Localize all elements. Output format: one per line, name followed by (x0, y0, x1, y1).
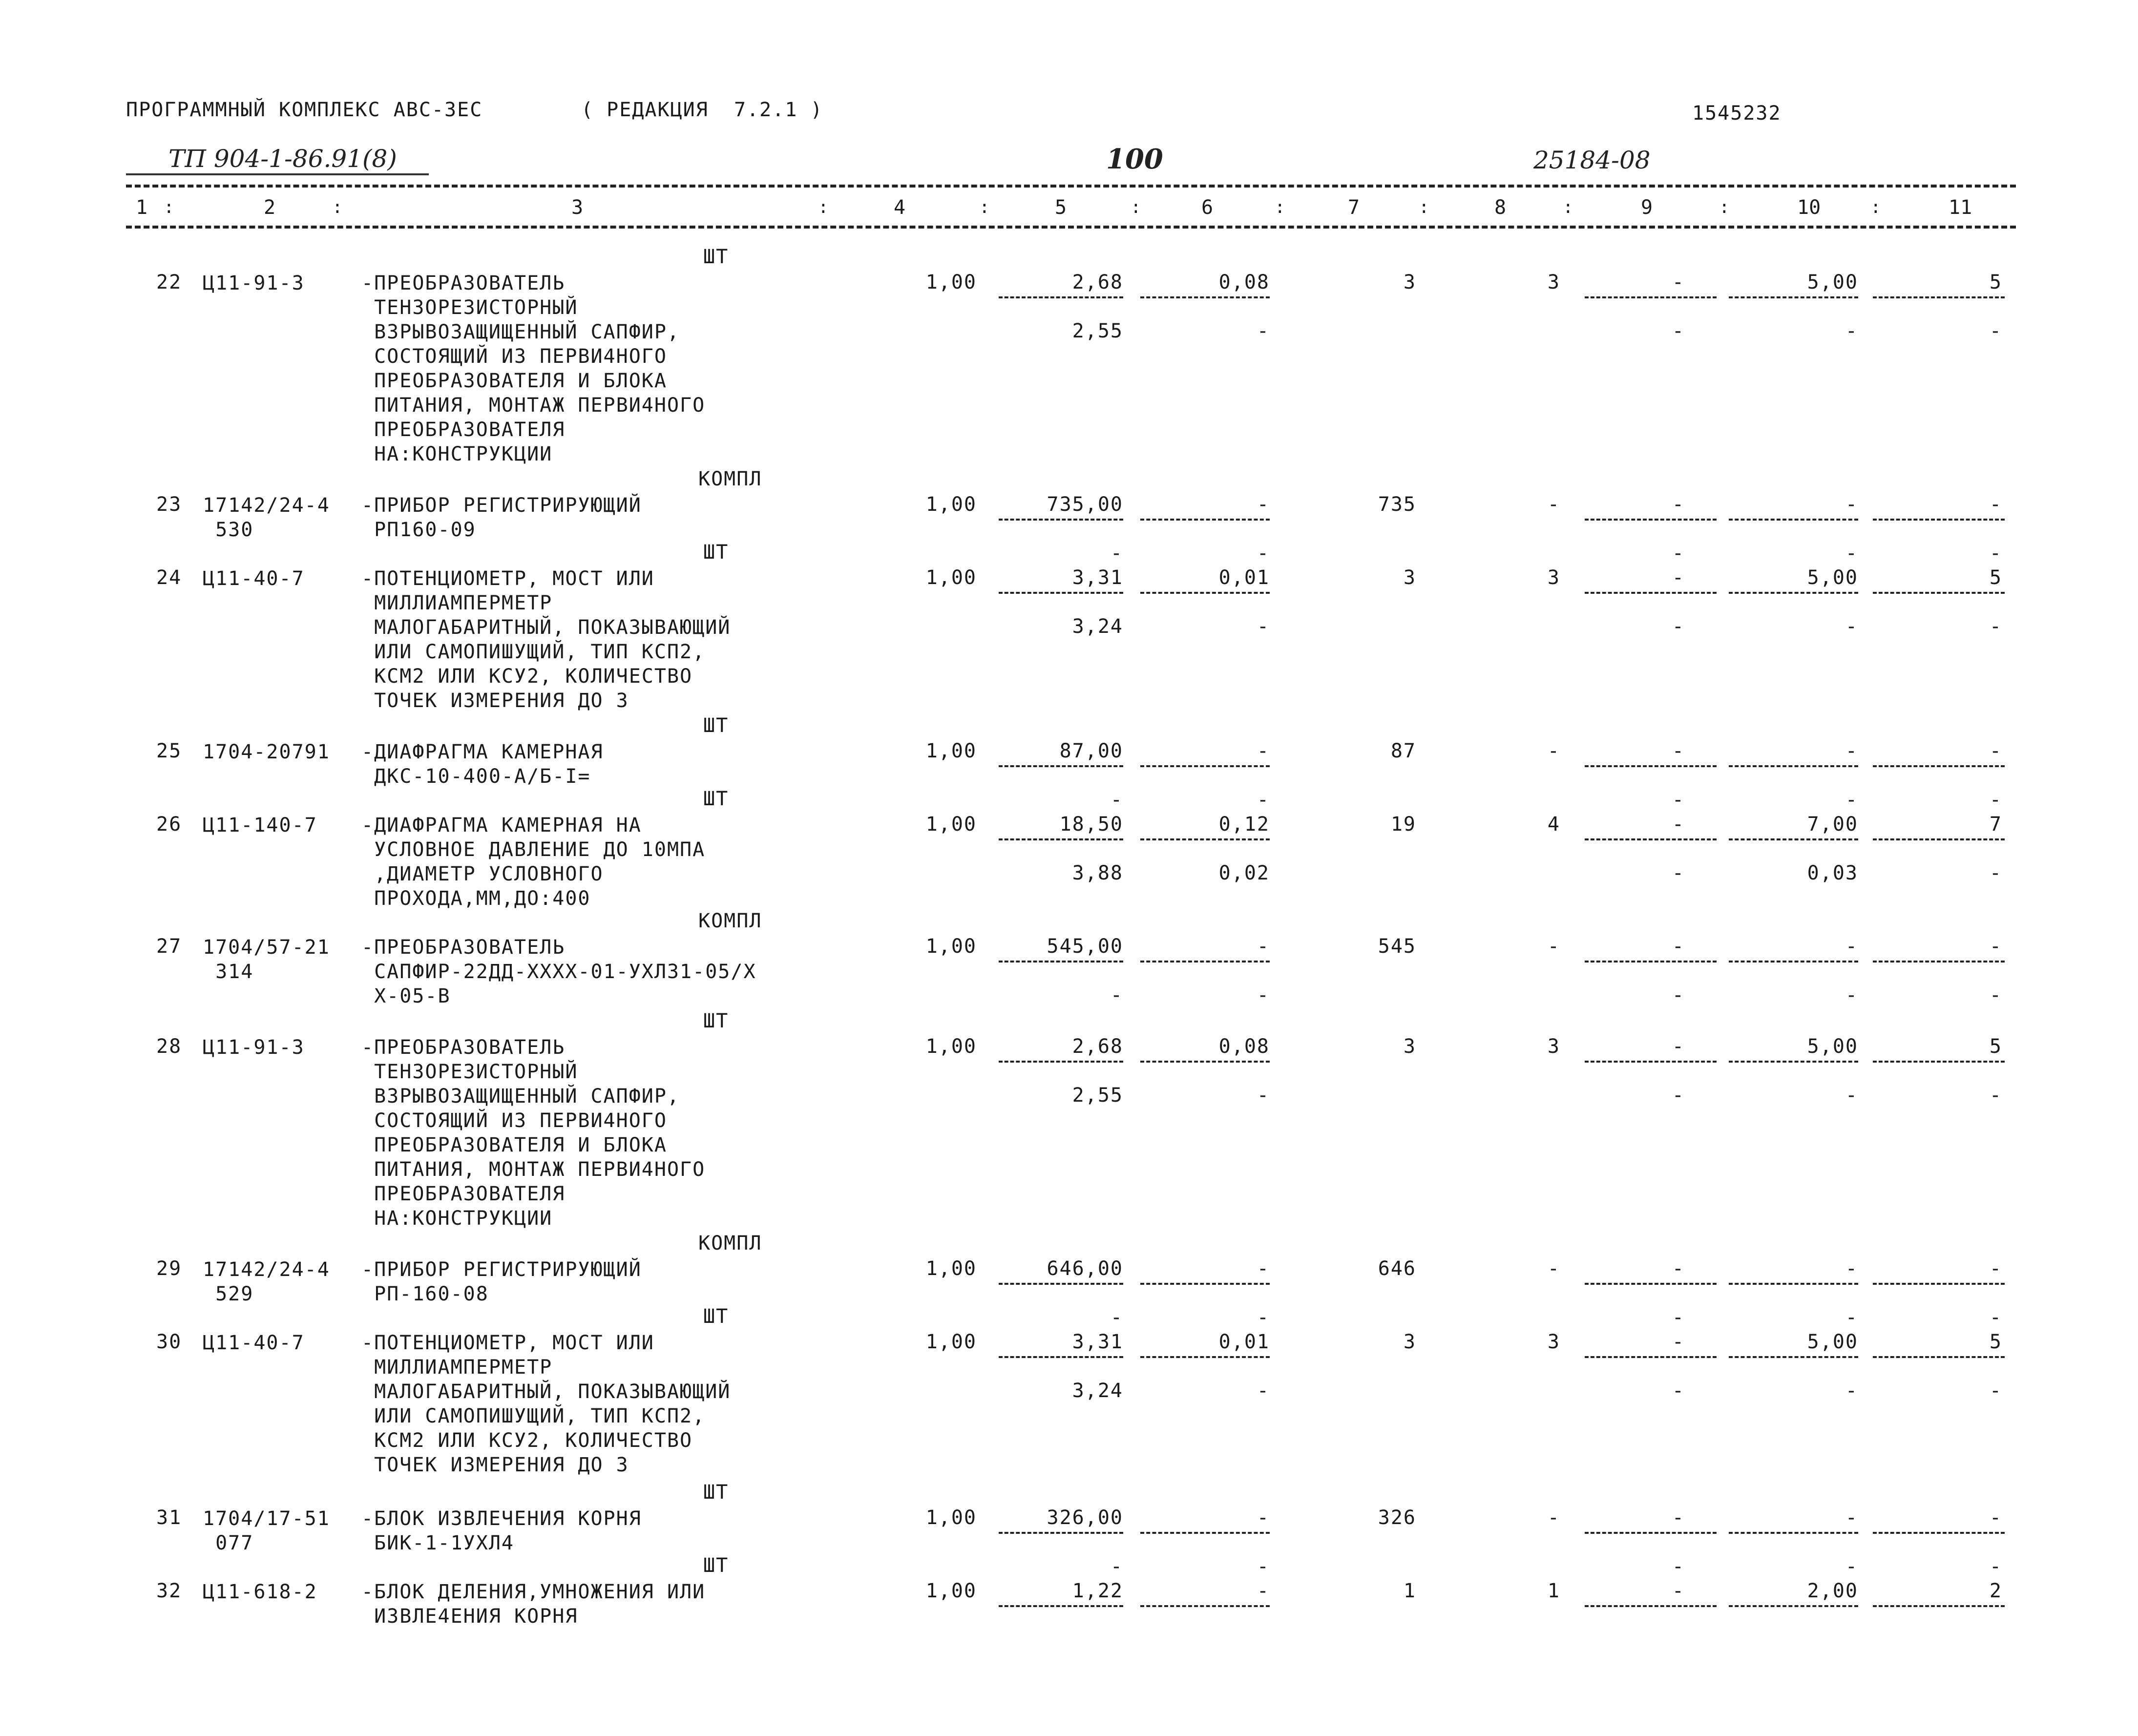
col9-secondary: - (1672, 1084, 1685, 1107)
col11-value: - (1989, 740, 2002, 762)
column-number: 11 (1949, 196, 1972, 219)
col9-value: - (1672, 1257, 1685, 1280)
wage-price: 0,12 (1218, 813, 1270, 836)
column-separator: : (1275, 197, 1285, 217)
cell-underline (999, 1605, 1123, 1607)
total-wages: 3 (1547, 1035, 1560, 1058)
item-code: 1704/17-51 077 (203, 1507, 330, 1554)
wage-price-secondary: - (1257, 1380, 1270, 1402)
unit-price-secondary: 3,88 (1072, 862, 1123, 884)
wage-price: - (1257, 740, 1270, 762)
unit-of-measure: ШТ (703, 788, 729, 810)
unit-of-measure: ШТ (703, 1305, 729, 1328)
cell-underline (1873, 296, 2005, 298)
col11-secondary: - (1989, 789, 2002, 811)
cell-underline (1585, 519, 1717, 521)
cell-underline (1585, 1532, 1717, 1534)
unit-price: 2,68 (1072, 271, 1123, 293)
col11-secondary: - (1989, 862, 2002, 884)
item-description: -ПОТЕНЦИОМЕТР, МОСТ ИЛИ МИЛЛИАМПЕРМЕТР МАЛОГАБАРИТНЫЙ, ПОКАЗЫВАЮЩИЙ ИЛИ САМОПИШУЩИЙ, ТИП КСП2, КСМ2 ИЛИ КСУ2, КОЛИЧЕСТВО ТОЧЕК ИЗМЕРЕНИЯ ДО 3 (361, 567, 731, 712)
item-code: 1704-20791 (203, 741, 330, 763)
wage-price-secondary: - (1257, 984, 1270, 1006)
cell-underline (1729, 838, 1858, 840)
unit-price: 18,50 (1059, 813, 1123, 836)
program-title: ПРОГРАММНЫЙ КОМПЛЕКС АВС-3ЕС (126, 99, 483, 121)
total-cost: 735 (1378, 493, 1416, 516)
unit-price-secondary: - (1110, 984, 1123, 1006)
cell-underline (1585, 1356, 1717, 1358)
quantity: 1,00 (925, 935, 977, 958)
col9-secondary: - (1672, 1306, 1685, 1329)
cell-underline (1140, 1605, 1270, 1607)
cell-underline (1873, 1605, 2005, 1607)
col11-value: - (1989, 1506, 2002, 1529)
unit-price-secondary: - (1110, 789, 1123, 811)
col9-value: - (1672, 271, 1685, 293)
column-number: 2 (264, 196, 276, 219)
col10-secondary: 0,03 (1807, 862, 1858, 884)
col9-value: - (1672, 493, 1685, 516)
total-wages: 1 (1547, 1580, 1560, 1602)
cell-underline (1140, 838, 1270, 840)
reference-number: 25184-08 (1533, 146, 1651, 174)
col11-secondary: - (1989, 615, 2002, 638)
column-separator: : (1131, 197, 1141, 217)
wage-price-secondary: - (1257, 1306, 1270, 1329)
column-separator: : (332, 197, 343, 217)
col10-secondary: - (1845, 1306, 1858, 1329)
cell-underline (1585, 1061, 1717, 1063)
col10-value: - (1845, 740, 1858, 762)
unit-of-measure: ШТ (703, 1481, 729, 1504)
total-wages: - (1547, 1506, 1560, 1529)
col11-value: - (1989, 1257, 2002, 1280)
cell-underline (1140, 592, 1270, 594)
total-wages: 3 (1547, 566, 1560, 589)
col10-value: 5,00 (1807, 271, 1858, 293)
wage-price-secondary: - (1257, 789, 1270, 811)
col11-value: 5 (1989, 566, 2002, 589)
unit-of-measure: ШТ (703, 541, 729, 564)
col9-value: - (1672, 1035, 1685, 1058)
quantity: 1,00 (925, 1580, 977, 1602)
wage-price: - (1257, 1257, 1270, 1280)
col9-secondary: - (1672, 984, 1685, 1006)
col10-value: 7,00 (1807, 813, 1858, 836)
wage-price-secondary: - (1257, 615, 1270, 638)
col10-secondary: - (1845, 542, 1858, 565)
row-number: 32 (156, 1580, 182, 1602)
quantity: 1,00 (925, 1257, 977, 1280)
total-cost: 326 (1378, 1506, 1416, 1529)
column-number: 5 (1055, 196, 1067, 219)
wage-price: 0,08 (1218, 271, 1270, 293)
cell-underline (1729, 1356, 1858, 1358)
unit-price-secondary: 2,55 (1072, 320, 1123, 342)
cell-underline (1585, 765, 1717, 767)
wage-price: - (1257, 935, 1270, 958)
item-description: -ПРИБОР РЕГИСТРИРУЮЩИЙ РП160-09 (361, 494, 642, 541)
unit-price: 3,31 (1072, 1331, 1123, 1353)
cell-underline (999, 592, 1123, 594)
cell-underline (1729, 1532, 1858, 1534)
row-number: 28 (156, 1035, 182, 1058)
item-description: -ДИАФРАГМА КАМЕРНАЯ НА УСЛОВНОЕ ДАВЛЕНИЕ ДО 10МПА ,ДИАМЕТР УСЛОВНОГО ПРОХОДА,ММ,ДО:400 (361, 814, 706, 910)
column-separator: : (1563, 197, 1573, 217)
item-code: 17142/24-4 529 (203, 1258, 330, 1305)
col10-value: 5,00 (1807, 566, 1858, 589)
cell-underline (1873, 519, 2005, 521)
cell-underline (1585, 592, 1717, 594)
row-number: 24 (156, 566, 182, 589)
cell-underline (1140, 519, 1270, 521)
item-code: Ц11-91-3 (203, 272, 305, 294)
unit-of-measure: ШТ (703, 714, 729, 737)
unit-of-measure: КОМПЛ (698, 1232, 762, 1255)
col11-secondary: - (1989, 1380, 2002, 1402)
item-code: Ц11-40-7 (203, 567, 305, 590)
col11-value: - (1989, 935, 2002, 958)
cell-underline (1873, 838, 2005, 840)
cell-underline (999, 1356, 1123, 1358)
handwritten-underline (126, 173, 429, 175)
column-number: 8 (1494, 196, 1507, 219)
column-number: 9 (1641, 196, 1653, 219)
cell-underline (999, 296, 1123, 298)
col11-secondary: - (1989, 320, 2002, 342)
total-wages: - (1547, 1257, 1560, 1280)
cell-underline (1140, 1061, 1270, 1063)
top-rule (126, 185, 2016, 188)
column-number: 10 (1797, 196, 1821, 219)
quantity: 1,00 (925, 1035, 977, 1058)
column-number: 1 (136, 196, 148, 219)
column-number: 4 (894, 196, 906, 219)
cell-underline (1140, 296, 1270, 298)
row-number: 25 (156, 740, 182, 762)
cell-underline (999, 1061, 1123, 1063)
col11-secondary: - (1989, 984, 2002, 1006)
cell-underline (1873, 1283, 2005, 1285)
item-code: Ц11-91-3 (203, 1036, 305, 1059)
col11-secondary: - (1989, 1555, 2002, 1578)
cell-underline (1585, 1605, 1717, 1607)
col9-value: - (1672, 740, 1685, 762)
cell-underline (1729, 765, 1858, 767)
wage-price-secondary: - (1257, 542, 1270, 565)
unit-of-measure: ШТ (703, 1554, 729, 1577)
item-code: Ц11-140-7 (203, 814, 317, 837)
item-description: -ПРИБОР РЕГИСТРИРУЮЩИЙ РП-160-08 (361, 1258, 642, 1305)
column-separator: : (1719, 197, 1730, 217)
row-number: 29 (156, 1257, 182, 1280)
cell-underline (1140, 1356, 1270, 1358)
column-separator: : (164, 197, 174, 217)
total-cost: 87 (1390, 740, 1416, 762)
item-description: -ПРЕОБРАЗОВАТЕЛЬ ТЕНЗОРЕЗИСТОРНЫЙ ВЗРЫВОЗАЩИЩЕННЫЙ САПФИР, СОСТОЯЩИЙ ИЗ ПЕРВИ4НОГО ПРЕОБРАЗОВАТЕЛЯ И БЛОКА ПИТАНИЯ, МОНТАЖ ПЕРВИ4НОГО ПРЕОБРАЗОВАТЕЛЯ НА:КОНСТРУКЦИИ (361, 1036, 706, 1230)
item-description: -БЛОК ИЗВЛЕЧЕНИЯ КОРНЯ БИК-1-1УХЛ4 (361, 1507, 642, 1554)
col10-value: 2,00 (1807, 1580, 1858, 1602)
wage-price: 0,01 (1218, 566, 1270, 589)
col11-value: 2 (1989, 1580, 2002, 1602)
cell-underline (999, 765, 1123, 767)
col11-secondary: - (1989, 1306, 2002, 1329)
row-number: 23 (156, 493, 182, 516)
cell-underline (1873, 961, 2005, 962)
col11-secondary: - (1989, 542, 2002, 565)
item-description: -БЛОК ДЕЛЕНИЯ,УМНОЖЕНИЯ ИЛИ ИЗВЛЕ4ЕНИЯ КОРНЯ (361, 1581, 706, 1628)
wage-price: - (1257, 1580, 1270, 1602)
total-cost: 3 (1403, 1331, 1416, 1353)
unit-price: 87,00 (1059, 740, 1123, 762)
col9-secondary: - (1672, 615, 1685, 638)
item-code: 17142/24-4 530 (203, 494, 330, 541)
col10-value: - (1845, 935, 1858, 958)
cell-underline (1585, 961, 1717, 962)
col9-secondary: - (1672, 862, 1685, 884)
cell-underline (1585, 296, 1717, 298)
cell-underline (1873, 765, 2005, 767)
wage-price-secondary: - (1257, 1555, 1270, 1578)
col9-secondary: - (1672, 789, 1685, 811)
column-number: 3 (571, 196, 584, 219)
total-cost: 3 (1403, 1035, 1416, 1058)
col11-secondary: - (1989, 1084, 2002, 1107)
cell-underline (999, 838, 1123, 840)
total-wages: - (1547, 493, 1560, 516)
col9-secondary: - (1672, 1380, 1685, 1402)
row-number: 22 (156, 271, 182, 293)
total-wages: 3 (1547, 1331, 1560, 1353)
header-rule (126, 226, 2016, 229)
total-cost: 1 (1403, 1580, 1416, 1602)
unit-price-secondary: 3,24 (1072, 1380, 1123, 1402)
unit-price-secondary: 3,24 (1072, 615, 1123, 638)
col11-value: 5 (1989, 1035, 2002, 1058)
col9-value: - (1672, 1331, 1685, 1353)
cell-underline (1873, 592, 2005, 594)
unit-price-secondary: - (1110, 1555, 1123, 1578)
cell-underline (1729, 519, 1858, 521)
col10-value: - (1845, 493, 1858, 516)
cell-underline (999, 1532, 1123, 1534)
total-cost: 19 (1390, 813, 1416, 836)
quantity: 1,00 (925, 271, 977, 293)
unit-of-measure: ШТ (703, 246, 729, 268)
cell-underline (1729, 1283, 1858, 1285)
col9-value: - (1672, 566, 1685, 589)
col10-value: - (1845, 1506, 1858, 1529)
col10-value: 5,00 (1807, 1331, 1858, 1353)
row-number: 26 (156, 813, 182, 836)
cell-underline (1140, 961, 1270, 962)
col11-value: 5 (1989, 1331, 2002, 1353)
item-code: 1704/57-21 314 (203, 936, 330, 983)
cell-underline (1140, 1532, 1270, 1534)
wage-price-secondary: 0,02 (1218, 862, 1270, 884)
unit-price-secondary: - (1110, 542, 1123, 565)
col9-value: - (1672, 813, 1685, 836)
quantity: 1,00 (925, 566, 977, 589)
total-cost: 646 (1378, 1257, 1416, 1280)
unit-of-measure: КОМПЛ (698, 910, 762, 932)
total-cost: 3 (1403, 271, 1416, 293)
total-cost: 3 (1403, 566, 1416, 589)
edition-label: ( РЕДАКЦИЯ 7.2.1 ) (581, 99, 823, 121)
total-wages: 4 (1547, 813, 1560, 836)
wage-price: 0,01 (1218, 1331, 1270, 1353)
unit-price: 735,00 (1047, 493, 1123, 516)
cell-underline (1729, 592, 1858, 594)
col9-secondary: - (1672, 542, 1685, 565)
col9-secondary: - (1672, 1555, 1685, 1578)
item-description: -ПРЕОБРАЗОВАТЕЛЬ ТЕНЗОРЕЗИСТОРНЫЙ ВЗРЫВОЗАЩИЩЕННЫЙ САПФИР, СОСТОЯЩИЙ ИЗ ПЕРВИ4НОГО ПРЕОБРАЗОВАТЕЛЯ И БЛОКА ПИТАНИЯ, МОНТАЖ ПЕРВИ4НОГО ПРЕОБРАЗОВАТЕЛЯ НА:КОНСТРУКЦИИ (361, 272, 706, 465)
col10-secondary: - (1845, 615, 1858, 638)
cell-underline (1729, 296, 1858, 298)
cell-underline (1729, 1605, 1858, 1607)
column-separator: : (1419, 197, 1429, 217)
unit-price: 1,22 (1072, 1580, 1123, 1602)
cell-underline (1140, 765, 1270, 767)
col10-secondary: - (1845, 1084, 1858, 1107)
col9-value: - (1672, 1580, 1685, 1602)
total-wages: - (1547, 935, 1560, 958)
col10-secondary: - (1845, 320, 1858, 342)
document-designation: ТП 904-1-86.91(8) (168, 145, 397, 173)
quantity: 1,00 (925, 493, 977, 516)
unit-price: 3,31 (1072, 566, 1123, 589)
total-wages: 3 (1547, 271, 1560, 293)
unit-price-secondary: 2,55 (1072, 1084, 1123, 1107)
col11-value: - (1989, 493, 2002, 516)
wage-price: - (1257, 1506, 1270, 1529)
column-separator: : (1870, 197, 1881, 217)
column-separator: : (818, 197, 829, 217)
cell-underline (1873, 1356, 2005, 1358)
col10-value: 5,00 (1807, 1035, 1858, 1058)
cell-underline (999, 519, 1123, 521)
cell-underline (1585, 1283, 1717, 1285)
wage-price-secondary: - (1257, 320, 1270, 342)
quantity: 1,00 (925, 740, 977, 762)
cell-underline (1140, 1283, 1270, 1285)
cell-underline (1873, 1061, 2005, 1063)
unit-of-measure: КОМПЛ (698, 468, 762, 490)
unit-of-measure: ШТ (703, 1010, 729, 1032)
quantity: 1,00 (925, 813, 977, 836)
col10-value: - (1845, 1257, 1858, 1280)
page-number: 100 (1106, 143, 1163, 175)
unit-price: 545,00 (1047, 935, 1123, 958)
unit-price: 646,00 (1047, 1257, 1123, 1280)
cell-underline (1729, 961, 1858, 962)
col11-value: 5 (1989, 271, 2002, 293)
col10-secondary: - (1845, 789, 1858, 811)
wage-price: 0,08 (1218, 1035, 1270, 1058)
cell-underline (1729, 1061, 1858, 1063)
col11-value: 7 (1989, 813, 2002, 836)
unit-price-secondary: - (1110, 1306, 1123, 1329)
cell-underline (1585, 838, 1717, 840)
total-wages: - (1547, 740, 1560, 762)
document-code: 1545232 (1692, 102, 1782, 125)
quantity: 1,00 (925, 1506, 977, 1529)
col9-secondary: - (1672, 320, 1685, 342)
row-number: 27 (156, 935, 182, 958)
cell-underline (999, 1283, 1123, 1285)
unit-price: 2,68 (1072, 1035, 1123, 1058)
cell-underline (1873, 1532, 2005, 1534)
col10-secondary: - (1845, 1555, 1858, 1578)
item-code: Ц11-618-2 (203, 1581, 317, 1603)
item-description: -ПОТЕНЦИОМЕТР, МОСТ ИЛИ МИЛЛИАМПЕРМЕТР МАЛОГАБАРИТНЫЙ, ПОКАЗЫВАЮЩИЙ ИЛИ САМОПИШУЩИЙ, ТИП КСП2, КСМ2 ИЛИ КСУ2, КОЛИЧЕСТВО ТОЧЕК ИЗМЕРЕНИЯ ДО 3 (361, 1332, 731, 1476)
wage-price-secondary: - (1257, 1084, 1270, 1107)
quantity: 1,00 (925, 1331, 977, 1353)
col9-value: - (1672, 1506, 1685, 1529)
item-description: -ПРЕОБРАЗОВАТЕЛЬ САПФИР-22ДД-ХХХХ-01-УХЛ31-05/Х Х-05-В (361, 936, 756, 1007)
column-number: 7 (1348, 196, 1360, 219)
unit-price: 326,00 (1047, 1506, 1123, 1529)
col10-secondary: - (1845, 1380, 1858, 1402)
col10-secondary: - (1845, 984, 1858, 1006)
item-code: Ц11-40-7 (203, 1332, 305, 1354)
item-description: -ДИАФРАГМА КАМЕРНАЯ ДКС-10-400-А/Б-I= (361, 741, 604, 788)
col9-value: - (1672, 935, 1685, 958)
column-separator: : (979, 197, 990, 217)
row-number: 31 (156, 1506, 182, 1529)
total-cost: 545 (1378, 935, 1416, 958)
cell-underline (999, 961, 1123, 962)
wage-price: - (1257, 493, 1270, 516)
row-number: 30 (156, 1331, 182, 1353)
column-number: 6 (1201, 196, 1214, 219)
